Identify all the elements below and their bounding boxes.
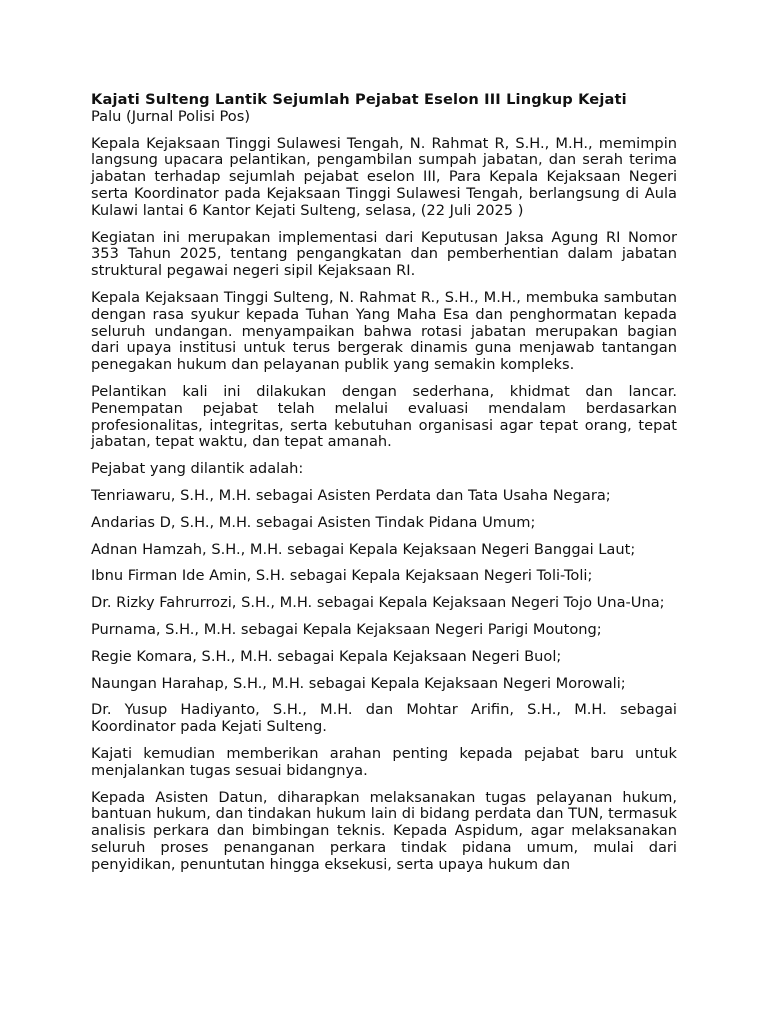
officials-intro: Pejabat yang dilantik adalah: xyxy=(91,460,304,478)
article-byline: Palu (Jurnal Polisi Pos) xyxy=(91,107,251,125)
official-item: Ibnu Firman Ide Amin, S.H. sebagai Kepala Kejaksaan Negeri Toli-Toli; xyxy=(91,567,593,585)
document-page xyxy=(91,92,677,883)
official-item: Purnama, S.H., M.H. sebagai Kepala Kejaksaan Negeri Parigi Moutong; xyxy=(91,620,602,638)
paragraph-duties: Kepada Asisten Datun, diharapkan melaksanakan tugas pelayanan hukum, bantuan hukum, dan tindakan hukum lain di bidang perdata dan TUN, termasuk analisis perkara dan bimbingan teknis. Kepada Aspidum, agar melaksanakan seluruh proses penanganan perkara tindak pidana umum, mulai dari penyidikan, penuntutan hingga eksekusi, serta upaya hukum dan xyxy=(91,788,677,873)
paragraph-placement: Pelantikan kali ini dilakukan dengan sederhana, khidmat dan lancar. Penempatan pejabat telah melalui evaluasi mendalam berdasarkan profesionalitas, integritas, serta kebutuhan organisasi agar tepat orang, tepat jabatan, tepat waktu, dan tepat amanah. xyxy=(91,382,677,451)
official-item: Dr. Rizky Fahrurrozi, S.H., M.H. sebagai Kepala Kejaksaan Negeri Tojo Una-Una; xyxy=(91,594,665,612)
official-item: Dr. Yusup Hadiyanto, S.H., M.H. dan Mohtar Arifin, S.H., M.H. sebagai Koordinator pada Kejati Sulteng. xyxy=(91,701,677,736)
official-item: Adnan Hamzah, S.H., M.H. sebagai Kepala Kejaksaan Negeri Banggai Laut; xyxy=(91,540,636,558)
paragraph-decree: Kegiatan ini merupakan implementasi dari Keputusan Jaksa Agung RI Nomor 353 Tahun 2025, tentang pengangkatan dan pemberhentian dalam jabatan struktural pegawai negeri sipil Kejaksaan RI. xyxy=(91,228,677,280)
official-item: Regie Komara, S.H., M.H. sebagai Kepala Kejaksaan Negeri Buol; xyxy=(91,647,562,665)
official-item: Andarias D, S.H., M.H. sebagai Asisten Tindak Pidana Umum; xyxy=(91,513,536,531)
official-item: Naungan Harahap, S.H., M.H. sebagai Kepala Kejaksaan Negeri Morowali; xyxy=(91,674,626,692)
paragraph-speech: Kepala Kejaksaan Tinggi Sulteng, N. Rahmat R., S.H., M.H., membuka sambutan dengan rasa syukur kepada Tuhan Yang Maha Esa dan penghormatan kepada seluruh undangan. menyampaikan bahwa rotasi jabatan merupakan bagian dari upaya institusi untuk terus bergerak dinamis guna menjawab tantangan penegakan hukum dan pelayanan publik yang semakin kompleks. xyxy=(91,288,677,374)
official-item: Tenriawaru, S.H., M.H. sebagai Asisten Perdata dan Tata Usaha Negara; xyxy=(91,486,611,504)
paragraph-ceremony: Kepala Kejaksaan Tinggi Sulawesi Tengah, N. Rahmat R, S.H., M.H., memimpin langsung upacara pelantikan, pengambilan sumpah jabatan, dan serah terima jabatan terhadap sejumlah pejabat eselon III, Para Kepala Kejaksaan Negeri serta Koordinator pada Kejaksaan Tinggi Sulawesi Tengah, berlangsung di Aula Kulawi lantai 6 Kantor Kejati Sulteng, selasa, (22 Juli 2025 ) xyxy=(91,134,677,219)
article-title: Kajati Sulteng Lantik Sejumlah Pejabat Eselon III Lingkup Kejati xyxy=(91,91,627,108)
paragraph-directive: Kajati kemudian memberikan arahan penting kepada pejabat baru untuk menjalankan tugas sesuai bidangnya. xyxy=(91,744,677,779)
